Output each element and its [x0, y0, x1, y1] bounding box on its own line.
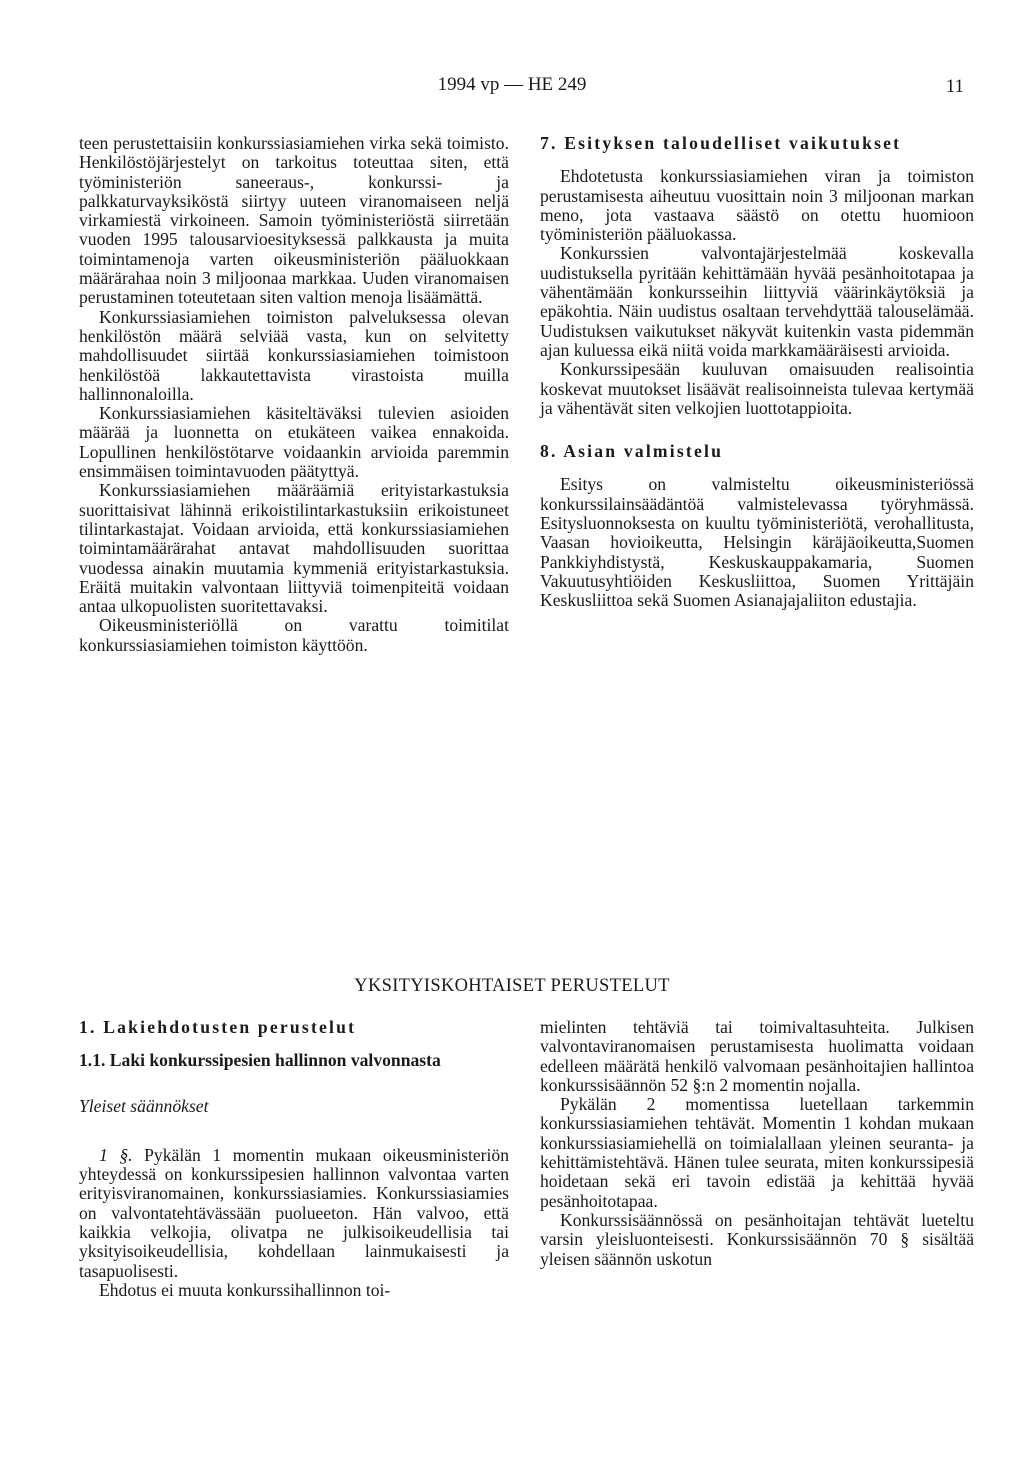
section-marker: 1 §.: [99, 1144, 133, 1165]
right-column-top: [540, 134, 974, 611]
paragraph: Ehdotus ei muuta konkurssihallinnon toi-: [99, 1279, 391, 1300]
paragraph: Konkurssiasiamiehen määräämiä erityistarkastuksia suorittaisivat lähinnä erikoistilintarkastuksiin erikoistuneet tilintarkastajat. Voidaan arvioida, että konkurssiasiamiehen toimintamäärärahat antavat mahdollisuuden suorittaa vuodessa ainakin muutamia kymmeniä erityistarkastuksia. Eräitä muitakin valvontaan liittyviä toimenpiteitä voidaan antaa ulkopuolisten suoritettavaksi.: [79, 480, 509, 617]
left-column-bottom: [79, 1018, 509, 1300]
paragraph: [79, 1146, 509, 1281]
subsection-heading: Yleiset säännökset: [79, 1095, 209, 1116]
left-column-top: [79, 134, 509, 655]
paragraph: Konkurssiasiamiehen käsiteltäväksi tulevien asioiden määrää ja luonnetta on etukäteen vaikea ennakoida. Lopullinen henkilöstötarve voidaankin arvioida paremmin ensimmäisen toimintavuoden päätyttyä.: [79, 403, 509, 482]
paragraph: Konkurssien valvontajärjestelmää koskevalla uudistuksella pyritään kehittämään hyvää pesänhoitotapaa ja vähentämään konkursseihin liittyviä väärinkäytöksiä ja epäkohtia. Näin uudistus osaltaan tervehdyttää talouselämää. Uudistuksen vaikutukset näkyvät kuitenkin vasta pidemmän ajan kuluessa eikä niitä voida markkamääräisesti arvioida.: [540, 243, 974, 360]
main-heading: YKSITYISKOHTAISET PERUSTELUT: [354, 976, 670, 996]
paragraph: Ehdotetusta konkurssiasiamiehen viran ja toimiston perustamisesta aiheutuu vuosittain noin 3 miljoonan markan meno, jota vastaava säästö on otettu huomioon työministeriön pääluokassa.: [540, 166, 974, 245]
paragraph: Oikeusministeriöllä on varattu toimitilat konkurssiasiamiehen toimiston käyttöön.: [79, 615, 509, 655]
page-number: 11: [945, 76, 964, 97]
paragraph-text: Pykälän 1 momentin mukaan oikeusministeriön yhteydessä on konkurssipesien hallinnon valvontaa varten erityisviranomainen, konkurssiasiamies. Konkurssiasiamies on valvontatehtävässään puolueeton. Hän valvoo, että kaikkia velkojia, olivatpa ne julkisoikeudellisia tai yksityisoikeudellisia, kohdellaan lainmukaisesti ja tasapuolisesti.: [79, 1144, 509, 1281]
paragraph: Konkurssiasiamiehen toimiston palveluksessa olevan henkilöstön määrä selviää vasta, kun on selvitetty mahdollisuudet siirtää konkurssiasiamiehen toimistoon henkilöstöä lakkautettavista virastoista muilla hallinnonaloilla.: [79, 306, 509, 404]
paragraph: teen perustettaisiin konkurssiasiamiehen virka sekä toimisto. Henkilöstöjärjestelyt on tarkoitus toteuttaa siten, että työministeriön saneeraus-, konkurssi- ja palkkaturvayksiköstä siirtyy uuteen viranomaiseen neljä virkamiestä virkoineen. Samoin työministeriöstä siirretään vuoden 1995 talousarvioesityksessä palkkausta ja muita toimintamenoja varten oikeusministeriön pääluokkaan määrärahaa noin 3 miljoonaa markkaa. Uuden viranomaisen perustaminen toteutetaan siten valtion menoja lisäämättä.: [79, 133, 509, 308]
paragraph: Pykälän 2 momentissa luetellaan tarkemmin konkurssiasiamiehen tehtävät. Momentin 1 kohdan mukaan konkurssiasiamiehellä on toimialallaan yleinen seuranta- ja kehittämistehtävä. Hänen tulee seurata, miten konkurssipesiä hoidetaan sekä eri tavoin edistää ja kehittää hyvää pesänhoitotapaa.: [540, 1094, 974, 1211]
paragraph: Konkurssipesään kuuluvan omaisuuden realisointia koskevat muutokset lisäävät realisoinneista tulevaa kertymää ja vähentävät siten velkojien luottotappioita.: [540, 359, 974, 418]
running-title: 1994 vp — HE 249: [437, 74, 587, 95]
spacer: [540, 418, 974, 442]
section-1-heading: 1. Lakiehdotusten perustelut: [79, 1017, 357, 1037]
paragraph: mielinten tehtäviä tai toimivaltasuhteita. Julkisen valvontaviranomaisen perustamisesta huolimatta voidaan edelleen määrätä henkilö valvomaan pesänhoitajien hallintoa konkurssisäännön 52 §:n 2 momentin nojalla.: [540, 1017, 974, 1095]
section-8-heading: 8. Asian valmistelu: [540, 441, 724, 462]
paragraph: Esitys on valmisteltu oikeusministeriössä konkurssilainsäädäntöä valmistelevassa työryhmässä. Esitysluonnoksesta on kuultu työministeriötä, verohallitusta, Vaasan hovioikeutta, Helsingin käräjäoikeutta,Suomen Pankkiyhdistystä, Keskuskauppakamaria, Suomen Vakuutusyhtiöiden Keskusliittoa, Suomen Yrittäjäin Keskusliittoa sekä Suomen Asianajajaliiton edustajia.: [540, 474, 974, 611]
section-1-1-heading: 1.1. Laki konkurssipesien hallinnon valvonnasta: [79, 1050, 441, 1071]
page-header: [0, 74, 1024, 104]
right-column-bottom: [540, 1018, 974, 1269]
section-7-heading: 7. Esityksen taloudelliset vaikutukset: [540, 133, 902, 153]
paragraph: Konkurssisäännössä on pesänhoitajan tehtävät lueteltu varsin yleisluonteisesti. Konkurssisäännön 70 § sisältää yleisen säännön uskotun: [540, 1209, 974, 1269]
